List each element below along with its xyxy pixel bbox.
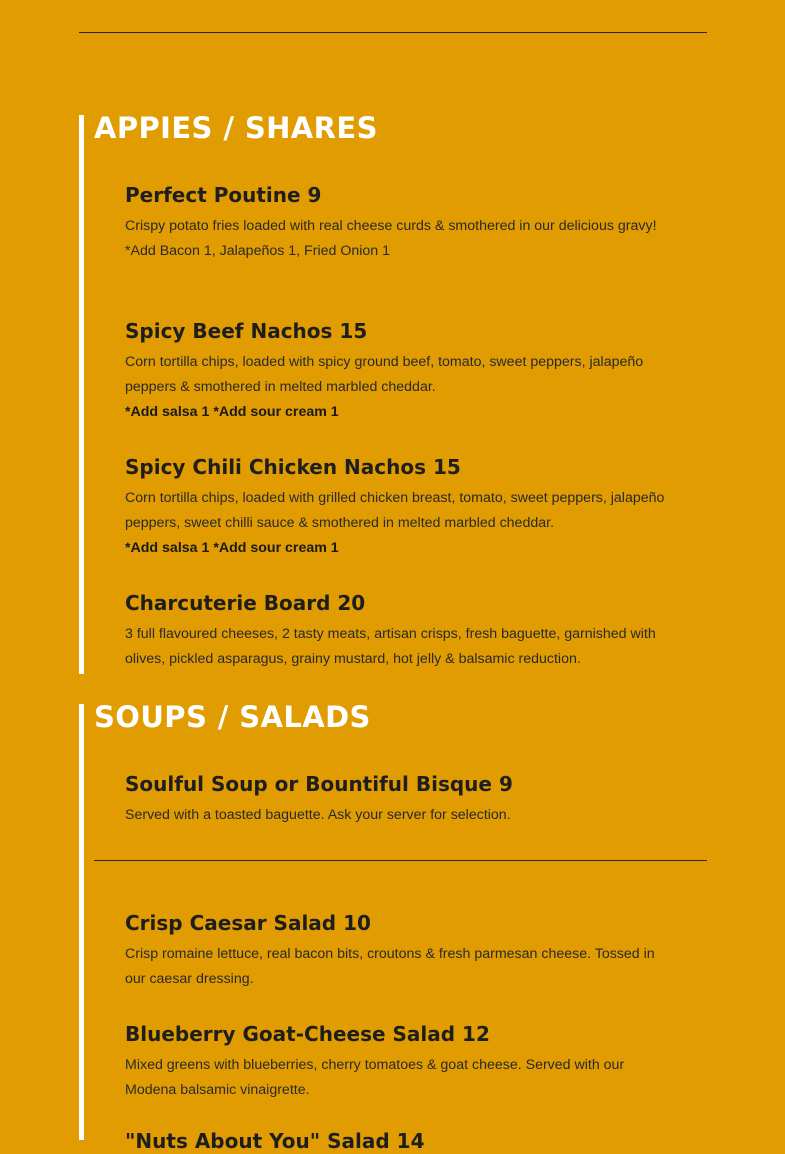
menu-item-nuts-about-you-salad [125,1128,673,1154]
menu-item-spicy-chili-chicken-nachos [125,454,673,561]
menu-item-charcuterie-board [125,590,673,672]
section-title: APPIES / SHARES [94,111,378,145]
menu-item-title: "Nuts About You" Salad 14 [125,1129,425,1153]
menu-item-title: Soulful Soup or Bountiful Bisque 9 [125,772,513,796]
menu-item-perfect-poutine [125,182,673,264]
menu-item-description: Mixed greens with blueberries, cherry tomatoes & goat cheese. Served with our Modena balsamic vinaigrette. [125,1057,625,1098]
menu-item-title: Spicy Chili Chicken Nachos 15 [125,455,461,479]
menu-item-addon: *Add salsa 1 *Add sour cream 1 [125,404,339,420]
menu-item-description: Served with a toasted baguette. Ask your server for selection. [125,807,511,823]
menu-item-crisp-caesar-salad [125,910,673,992]
top-divider [79,32,707,33]
menu-item-description: Crispy potato fries loaded with real cheese curds & smothered in our delicious gravy! [125,218,657,234]
menu-item-addon: *Add salsa 1 *Add sour cream 1 [125,540,339,556]
menu-item-title: Perfect Poutine 9 [125,183,322,207]
menu-item-title: Blueberry Goat-Cheese Salad 12 [125,1022,490,1046]
menu-item-addon: *Add Bacon 1, Jalapeños 1, Fried Onion 1 [125,243,391,259]
menu-item-title: Spicy Beef Nachos 15 [125,319,368,343]
menu-item-description: Corn tortilla chips, loaded with grilled chicken breast, tomato, sweet peppers, jalapeño peppers, sweet chilli sauce & smothered in melted marbled cheddar. [125,490,665,531]
menu-item-description: Corn tortilla chips, loaded with spicy ground beef, tomato, sweet peppers, jalapeño peppers & smothered in melted marbled cheddar. [125,354,644,395]
menu-item-blueberry-goat-cheese-salad [125,1021,673,1103]
section-soups-salads [79,700,712,1153]
menu-item-soulful-soup [125,771,673,828]
section-appies-shares [79,111,712,674]
menu-item-spicy-beef-nachos [125,318,673,425]
menu-item-description: 3 full flavoured cheeses, 2 tasty meats, artisan crisps, fresh baguette, garnished with olives, pickled asparagus, grainy mustard, hot jelly & balsamic reduction. [125,626,656,667]
menu-item-title: Crisp Caesar Salad 10 [125,911,371,935]
section-title: SOUPS / SALADS [94,700,371,734]
menu-item-description: Crisp romaine lettuce, real bacon bits, croutons & fresh parmesan cheese. Tossed in our caesar dressing. [125,946,655,987]
section-divider [94,860,707,861]
menu-item-title: Charcuterie Board 20 [125,591,366,615]
